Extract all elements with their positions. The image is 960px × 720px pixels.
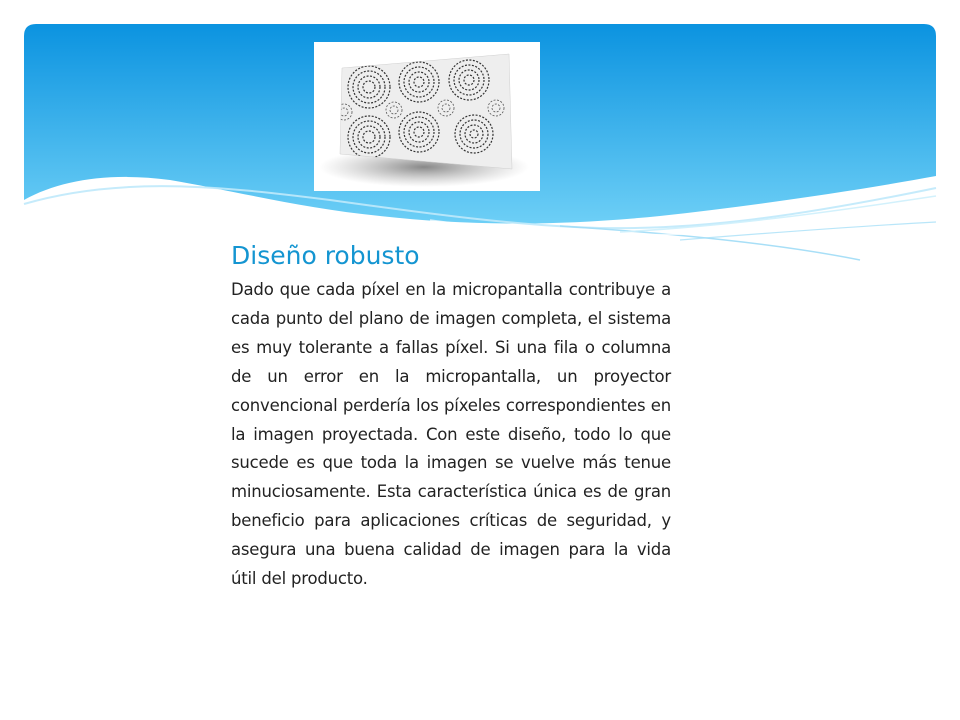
slide-body-paragraph: Dado que cada píxel en la micropantalla contribuye a cada punto del plano de imagen completa, el sistema es muy tolerante a fallas píxel. Si una fila o columna de un error en la micropantalla, un proyector convencional perdería los píxeles correspondientes en la imagen proyectada. Con este diseño, todo lo que sucede es que toda la imagen se vuelve más tenue minuciosamente. Esta característica única es de gran beneficio para aplicaciones críticas de seguridad, y asegura una buena calidad de imagen para la vida útil del producto. [231, 280, 671, 589]
slide-title: Diseño robusto [231, 241, 420, 270]
hologram-pattern-image [314, 42, 540, 191]
text-content [231, 240, 671, 594]
